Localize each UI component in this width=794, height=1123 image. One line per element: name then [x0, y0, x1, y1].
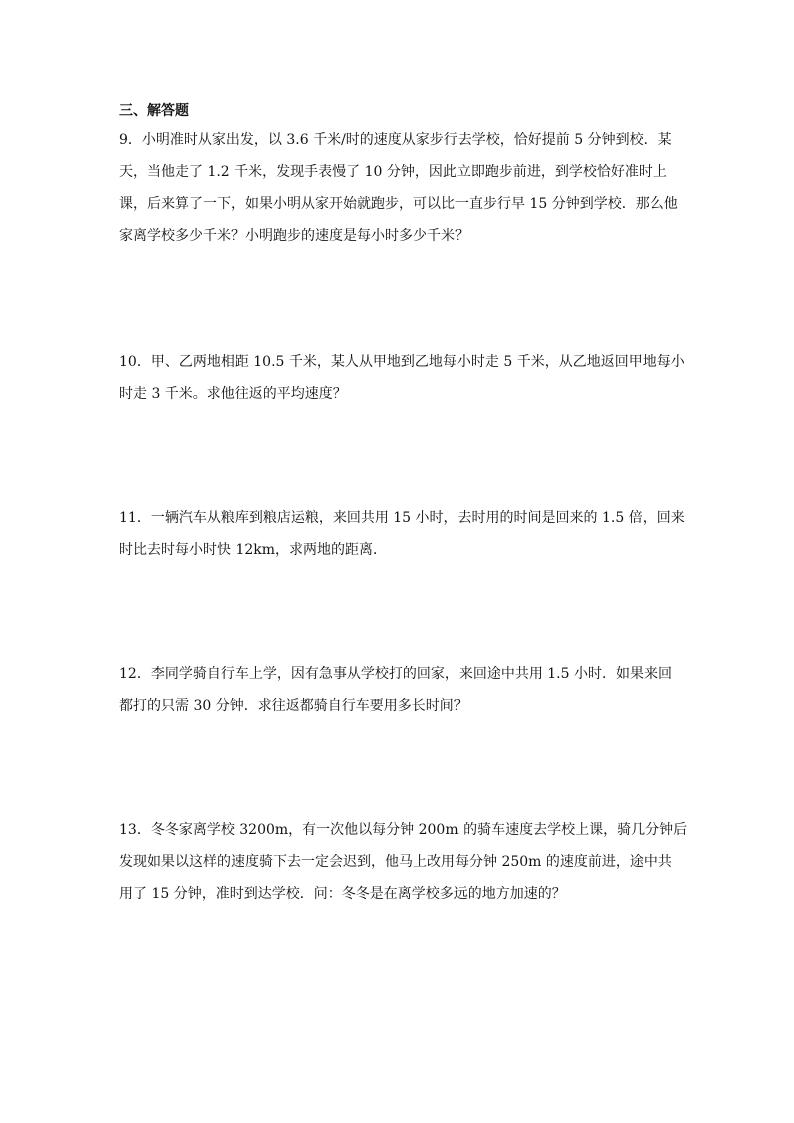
question-11-line-1: 11．一辆汽车从粮库到粮店运粮，来回共用 15 小时，去时用的时间是回来的 1.5 倍，回来 — [119, 510, 685, 526]
question-9-line-1: 9．小明准时从家出发，以 3.6 千米/时的速度从家步行去学校，恰好提前 5 分钟到校．某 — [119, 132, 672, 148]
question-13-line-2: 发现如果以这样的速度骑下去一定会迟到，他马上改用每分钟 250m 的速度前进，途中共 — [119, 854, 672, 870]
section-title: 三、解答题 — [119, 103, 189, 119]
question-11-line-2: 时比去时每小时快 12km，求两地的距离． — [119, 542, 388, 558]
question-12 — [119, 664, 679, 716]
question-12-line-2: 都打的只需 30 分钟．求往返都骑自行车要用多长时间？ — [119, 698, 468, 714]
question-10-line-2: 时走 3 千米。求他往返的平均速度？ — [119, 386, 347, 402]
question-10-line-1: 10．甲、乙两地相距 10.5 千米，某人从甲地到乙地每小时走 5 千米，从乙地返回甲地每小 — [119, 354, 685, 370]
question-13 — [119, 820, 688, 904]
question-13-line-1: 13．冬冬家离学校 3200m，有一次他以每分钟 200m 的骑车速度去学校上课，骑几分钟后 — [119, 822, 688, 838]
question-9-line-2: 天，当他走了 1.2 千米，发现手表慢了 10 分钟，因此立即跑步前进，到学校恰好准时上 — [119, 164, 667, 180]
question-13-line-3: 用了 15 分钟，准时到达学校．问：冬冬是在离学校多远的地方加速的？ — [119, 886, 566, 902]
question-9-line-3: 课，后来算了一下，如果小明从家开始就跑步，可以比一直步行早 15 分钟到学校．那么他 — [119, 196, 678, 212]
question-10 — [119, 352, 685, 404]
question-9 — [119, 130, 679, 246]
question-9-line-4: 家离学校多少千米？小明跑步的速度是每小时多少千米？ — [119, 228, 469, 244]
question-11 — [119, 508, 685, 560]
question-12-line-1: 12．李同学骑自行车上学，因有急事从学校打的回家，来回途中共用 1.5 小时．如果来回 — [119, 666, 672, 682]
